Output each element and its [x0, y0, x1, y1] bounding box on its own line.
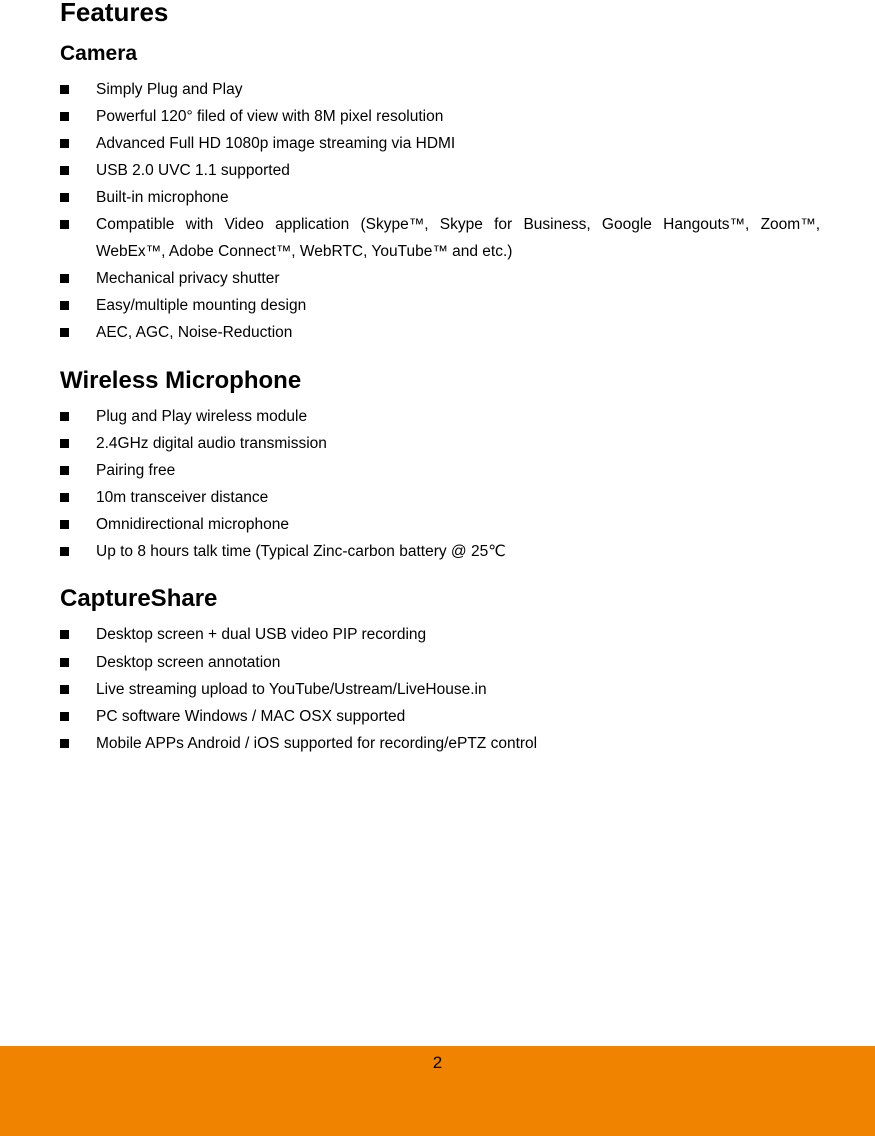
- list-item: [60, 621, 820, 648]
- list-item: [60, 484, 820, 511]
- square-bullet-icon: [60, 112, 69, 121]
- list-item-text: Desktop screen + dual USB video PIP recording: [96, 626, 427, 643]
- list-item: [60, 730, 820, 757]
- list-item-text: Plug and Play wireless module: [96, 408, 308, 425]
- square-bullet-icon: [60, 439, 69, 448]
- square-bullet-icon: [60, 466, 69, 475]
- list-item-text: Live streaming upload to YouTube/Ustream/LiveHouse.in: [96, 681, 487, 698]
- section-heading-wireless-microphone: Wireless Microphone: [60, 367, 302, 394]
- list-item-text: PC software Windows / MAC OSX supported: [96, 708, 406, 725]
- list-item-text: Advanced Full HD 1080p image streaming via HDMI: [96, 135, 456, 152]
- page-title: Features: [60, 0, 169, 27]
- list-item: [60, 676, 820, 703]
- square-bullet-icon: [60, 85, 69, 94]
- list-item: [60, 292, 820, 319]
- list-item-text: Mobile APPs Android / iOS supported for recording/ePTZ control: [96, 735, 538, 752]
- square-bullet-icon: [60, 520, 69, 529]
- list-item-text: Omnidirectional microphone: [96, 516, 289, 533]
- list-item: [60, 103, 820, 130]
- section-heading-camera: Camera: [60, 42, 138, 65]
- list-item: [60, 211, 820, 265]
- list-item-text: Pairing free: [96, 462, 176, 479]
- list-item: [60, 130, 820, 157]
- list-item-text: Mechanical privacy shutter: [96, 270, 280, 287]
- square-bullet-icon: [60, 685, 69, 694]
- square-bullet-icon: [60, 712, 69, 721]
- list-item: [60, 430, 820, 457]
- list-item: [60, 157, 820, 184]
- list-item: [60, 184, 820, 211]
- square-bullet-icon: [60, 493, 69, 502]
- list-item: [60, 538, 820, 565]
- list-item: [60, 319, 820, 346]
- list-item-text: 2.4GHz digital audio transmission: [96, 435, 327, 452]
- list-item-text: Desktop screen annotation: [96, 654, 281, 671]
- square-bullet-icon: [60, 274, 69, 283]
- square-bullet-icon: [60, 547, 69, 556]
- list-item: [60, 457, 820, 484]
- list-item-text: 10m transceiver distance: [96, 489, 269, 506]
- list-item-text: Easy/multiple mounting design: [96, 297, 307, 314]
- square-bullet-icon: [60, 412, 69, 421]
- list-item: [60, 511, 820, 538]
- list-item-text: Compatible with Video application (Skype™, Skype for Business, Google Hangouts™, Zoom™, WebEx™, Adobe Connect™, WebRTC, YouTube™ and etc.): [96, 216, 820, 260]
- list-item: [60, 703, 820, 730]
- list-item-text: AEC, AGC, Noise-Reduction: [96, 324, 293, 341]
- square-bullet-icon: [60, 658, 69, 667]
- square-bullet-icon: [60, 630, 69, 639]
- list-item-text: Powerful 120° filed of view with 8M pixel resolution: [96, 108, 444, 125]
- list-item: [60, 76, 820, 103]
- square-bullet-icon: [60, 166, 69, 175]
- square-bullet-icon: [60, 328, 69, 337]
- square-bullet-icon: [60, 739, 69, 748]
- square-bullet-icon: [60, 220, 69, 229]
- list-item-text: Up to 8 hours talk time (Typical Zinc-carbon battery @ 25℃: [96, 543, 506, 560]
- section-heading-captureshare: CaptureShare: [60, 585, 218, 612]
- square-bullet-icon: [60, 139, 69, 148]
- square-bullet-icon: [60, 193, 69, 202]
- square-bullet-icon: [60, 301, 69, 310]
- list-item: [60, 265, 820, 292]
- list-item-text: USB 2.0 UVC 1.1 supported: [96, 162, 290, 179]
- list-item-text: Built-in microphone: [96, 189, 229, 206]
- list-item: [60, 403, 820, 430]
- list-item-text: Simply Plug and Play: [96, 81, 243, 98]
- page-number: 2: [432, 1053, 443, 1072]
- list-item: [60, 649, 820, 676]
